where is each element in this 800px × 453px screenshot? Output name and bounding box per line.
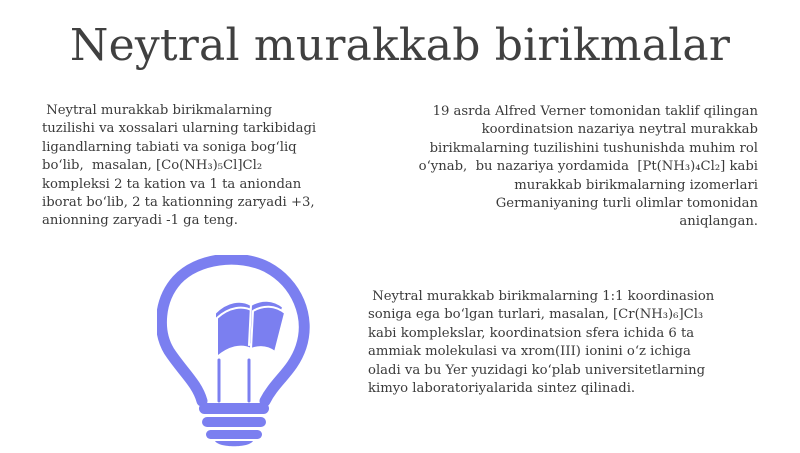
paragraph-left: Neytral murakkab birikmalarning tuzilishi va xossalari ularning tarkibidagi ligandlarning tabiati va soniga bog‘liq bo‘lib, masalan, [Co(NH₃)₅Cl]Cl₂ kompleksi 2 ta kation va 1 ta aniondan iborat bo‘lib, 2 ta kationning zaryadi +3, anionning zaryadi -1 ga teng. [42,103,317,229]
paragraph-right: 19 asrda Alfred Verner tomonidan taklif qilingan koordinatsion nazariya neytral murakkab birikmalarning tuzilishini tushunishda muhim rol o‘ynab, bu nazariya yordamida [Pt(NH₃)₄Cl₂] kabi murakkab birikmalarning izomerlari Germaniyaning turli olimlar tomonidan aniqlangan. [418,104,758,230]
paragraph-bottom: Neytral murakkab birikmalarning 1:1 koordinasion soniga ega bo‘lgan turlari, masalan, [Cr(NH₃)₆]Cl₃ kabi komplekslar, koordinatsion sfera ichida 6 ta ammiak molekulasi va xrom(III) ionini o‘z ichiga oladi va bu Yer yuzidagi ko‘plab universitetlarning kimyo laboratoriyalarida sintez qilinadi. [368,289,715,397]
slide-title: Neytral murakkab birikmalar [69,20,731,71]
lightbulb-with-book-icon [157,255,312,449]
